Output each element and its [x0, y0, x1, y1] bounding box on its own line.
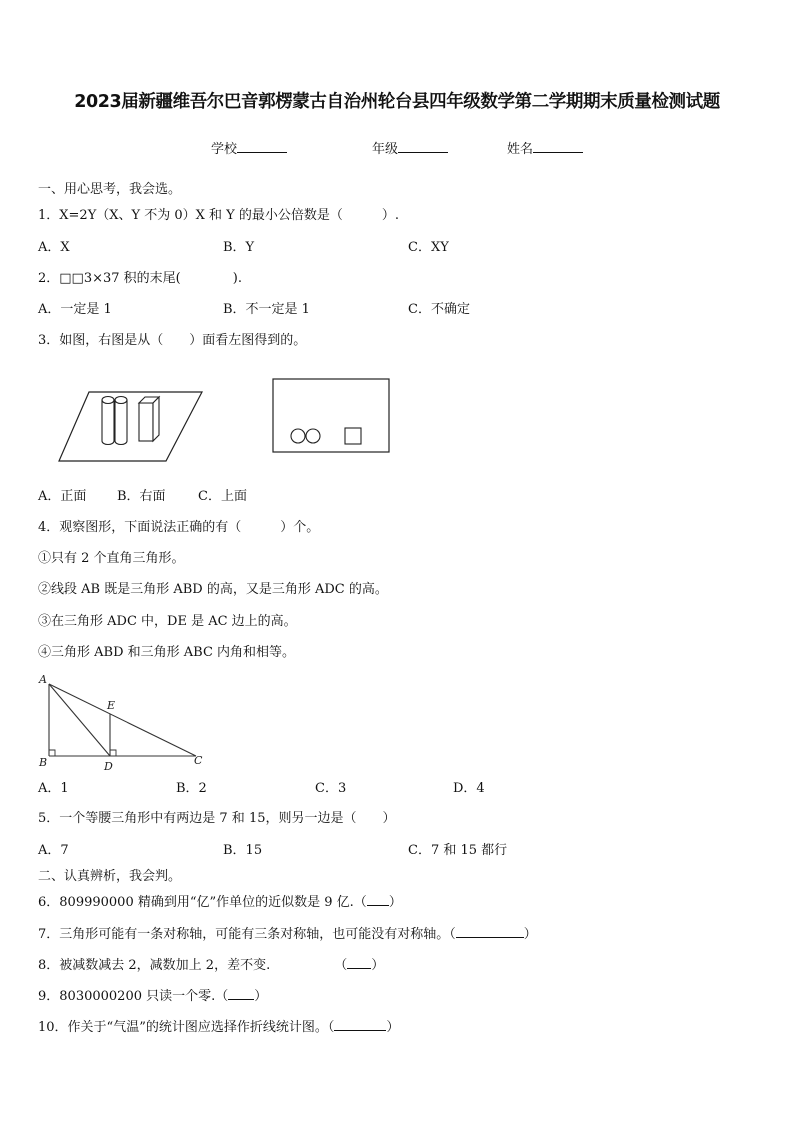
q6-close-paren: ） [388, 895, 402, 910]
q1-stem: 1．X=2Y（X、Y 不为 0）X 和 Y 的最小公倍数是（ ）. [38, 208, 400, 223]
q4-statement-2: ②线段 AB 既是三角形 ABD 的高，又是三角形 ADC 的高。 [38, 582, 388, 597]
point-a-label: A [39, 673, 47, 686]
q1-option-b[interactable]: B．Y [223, 240, 255, 255]
grade-label: 年级 [372, 142, 399, 157]
q2-stem: 2．□□3×37 积的末尾( ). [38, 271, 242, 286]
q7-answer-blank[interactable] [456, 937, 524, 938]
q9-text: 9．8030000200 只读一个零.（ [38, 989, 229, 1004]
q3-solid-figure [55, 375, 215, 465]
grade-blank[interactable] [398, 152, 448, 153]
q6-answer-blank[interactable] [367, 905, 389, 906]
q10-close-paren: ） [386, 1020, 400, 1035]
point-d-label: D [104, 760, 113, 773]
q8-answer-blank[interactable] [347, 968, 371, 969]
name-blank[interactable] [533, 152, 583, 153]
q5-stem: 5．一个等腰三角形中有两边是 7 和 15，则另一边是（ ） [38, 811, 396, 826]
q9 [38, 988, 267, 1006]
q2-option-c[interactable]: C．不确定 [408, 302, 470, 317]
q1-option-c[interactable]: C．XY [408, 240, 449, 255]
q10-answer-blank[interactable] [334, 1030, 386, 1031]
q4-statement-3: ③在三角形 ADC 中，DE 是 AC 边上的高。 [38, 614, 297, 629]
school-label: 学校 [211, 142, 238, 157]
q10-text: 10．作关于“气温”的统计图应选择作折线统计图。（ [38, 1020, 335, 1035]
q10 [38, 1019, 399, 1037]
q3-stem: 3．如图，右图是从（ ）面看左图得到的。 [38, 333, 307, 348]
q7-close-paren: ） [523, 927, 537, 942]
q4-statement-1: ①只有 2 个直角三角形。 [38, 551, 185, 566]
q3-option-a[interactable]: A．正面 [38, 489, 87, 504]
q3-view-figure [272, 378, 392, 454]
point-c-label: C [194, 754, 203, 767]
section-1-heading: 一、用心思考，我会选。 [38, 182, 182, 197]
q4-triangle-figure [34, 670, 214, 776]
q4-option-b[interactable]: B．2 [176, 781, 207, 796]
point-b-label: B [39, 756, 48, 769]
q5-option-b[interactable]: B．15 [223, 843, 263, 858]
q8-open-paren: （ [334, 958, 348, 973]
q5-option-a[interactable]: A．7 [38, 843, 69, 858]
q9-answer-blank[interactable] [228, 999, 254, 1000]
school-blank[interactable] [237, 152, 287, 153]
section-2-heading: 二、认真辨析，我会判。 [38, 869, 182, 884]
grade-field [372, 141, 448, 159]
q5-option-c[interactable]: C．7 和 15 都行 [408, 843, 508, 858]
q4-option-c[interactable]: C．3 [315, 781, 347, 796]
page-title: 2023届新疆维吾尔巴音郭楞蒙古自治州轮台县四年级数学第二学期期末质量检测试题 [74, 92, 720, 112]
q2-option-a[interactable]: A．一定是 1 [38, 302, 112, 317]
q6-text: 6．809990000 精确到用“亿”作单位的近似数是 9 亿.（ [38, 895, 367, 910]
school-field [211, 141, 287, 159]
q3-option-b[interactable]: B．右面 [117, 489, 166, 504]
q8-text: 8．被减数减去 2，减数加上 2，差不变. [38, 958, 271, 973]
q4-stem: 4．观察图形，下面说法正确的有（ ）个。 [38, 520, 320, 535]
q8-close-paren: ） [371, 958, 385, 973]
q6 [38, 894, 402, 912]
q7-text: 7．三角形可能有一条对称轴，可能有三条对称轴，也可能没有对称轴。（ [38, 927, 456, 942]
q2-option-b[interactable]: B．不一定是 1 [223, 302, 310, 317]
q4-option-a[interactable]: A．1 [38, 781, 69, 796]
q9-close-paren: ） [254, 989, 268, 1004]
point-e-label: E [107, 699, 116, 712]
q4-statement-4: ④三角形 ABD 和三角形 ABC 内角和相等。 [38, 645, 296, 660]
q8 [38, 957, 384, 975]
q7 [38, 926, 537, 944]
q3-option-c[interactable]: C．上面 [198, 489, 247, 504]
q4-option-d[interactable]: D．4 [453, 781, 485, 796]
name-label: 姓名 [507, 142, 534, 157]
q1-option-a[interactable]: A．X [38, 240, 70, 255]
name-field [507, 141, 583, 159]
